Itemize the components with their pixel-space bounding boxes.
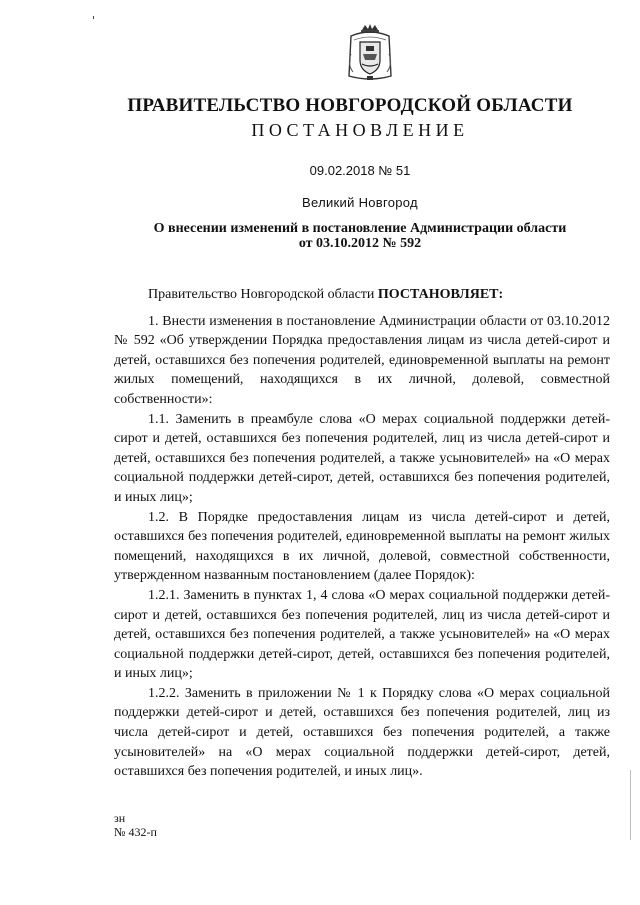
coat-of-arms-icon	[345, 24, 395, 84]
paragraph-1-1: 1.1. Заменить в преамбуле слова «О мерах социальной поддержки детей-сирот и детей, оставшихся без попечения родителей, лиц из числа детей-сирот и детей, оставшихся без попечения родителей, а также усыновителей» на «О мерах социальной поддержки детей-сирот, детей, оставшихся без попечения родителей, и иных лиц»;	[114, 411, 610, 505]
paragraph-1-2: 1.2. В Порядке предоставления лицам из числа детей-сирот и детей, оставшихся без попечения родителей, единовременной выплаты на ремонт жилых помещений, находящихся в их личной, долевой, совместной собственности, утвержденном названным постановлением (далее Порядок):	[114, 509, 610, 584]
footer-code	[114, 811, 157, 839]
footer-initials: зн	[114, 811, 126, 825]
city-name: Великий Новгород	[302, 195, 418, 210]
document-subject	[108, 221, 612, 251]
government-title: ПРАВИТЕЛЬСТВО НОВГОРОДСКОЙ ОБЛАСТИ	[127, 95, 573, 116]
subject-line: от 03.10.2012 № 592	[298, 236, 422, 251]
lead-bold: ПОСТАНОВЛЯЕТ:	[377, 287, 504, 302]
resolution-lead	[114, 285, 610, 305]
scan-speck	[93, 16, 94, 19]
document-body	[114, 285, 610, 782]
paragraph-1-2-2: 1.2.2. Заменить в приложении № 1 к Порядку слова «О мерах социальной поддержки детей-сирот и детей, оставшихся без попечения родителей, лиц из числа детей-сирот и детей, оставшихся без попечения родителей, а также усыновителей» на «О мерах социальной поддержки детей-сирот, детей, оставшихся без попечения родителей, и иных лиц».	[114, 685, 610, 780]
lead-text: Правительство Новгородской области	[148, 287, 378, 302]
footer-number: № 432-п	[114, 825, 157, 839]
date-number: 09.02.2018 № 51	[309, 163, 411, 178]
scan-edge-mark	[630, 770, 631, 840]
document-type: ПОСТАНОВЛЕНИЕ	[251, 120, 469, 140]
paragraph-1: 1. Внести изменения в постановление Администрации области от 03.10.2012 № 592 «Об утверждении Порядка предоставления лицам из числа детей-сирот и детей, оставшихся без попечения родителей, единовременной выплаты на ремонт жилых помещений, находящихся в их личной, долевой, совместной собственности»:	[114, 313, 610, 407]
paragraph-1-2-1: 1.2.1. Заменить в пунктах 1, 4 слова «О мерах социальной поддержки детей-сирот и детей, оставшихся без попечения родителей, лиц из числа детей-сирот и детей, оставшихся без попечения родителей, а также усыновителей» на «О мерах социальной поддержки детей-сирот, детей, оставшихся без попечения родителей, и иных лиц»;	[114, 587, 610, 682]
subject-line: О внесении изменений в постановление Администрации области	[153, 221, 567, 236]
